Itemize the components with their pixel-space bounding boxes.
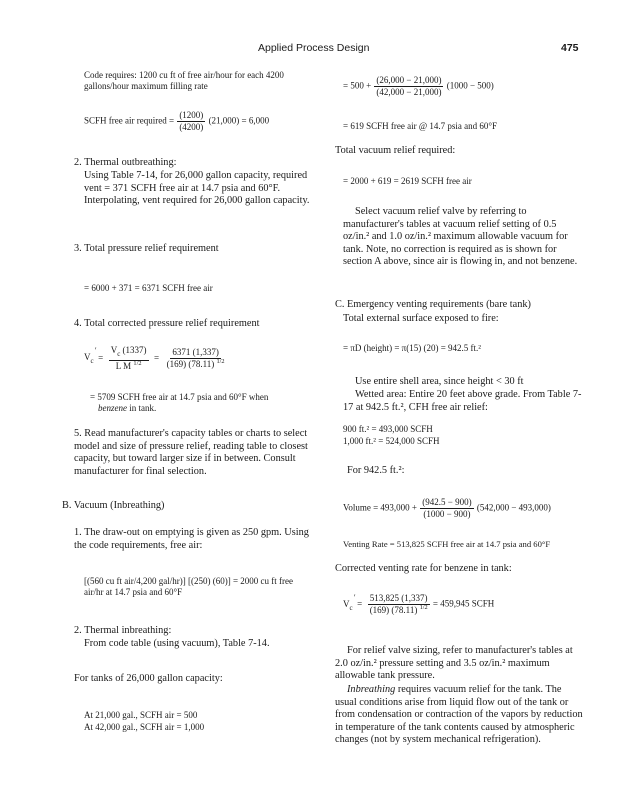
volume-fraction: $\frac{(942.5 - 900)}{(1000 - 900)}$ [422, 497, 472, 519]
vc-prime-2: $V_c$ ′ [343, 592, 356, 612]
scfh-equation [84, 110, 269, 133]
corrected-fraction: $\frac{513,825 (1,337)}{(169) (78.11) ^{1/2}}$ [369, 593, 428, 615]
vc-prime: $V_c$ ′ [84, 346, 97, 366]
c-wetted-area: Wetted area: Entire 20 feet above grade. From Table 7-17 at 942.5 ft.², CFH free air relief: [343, 389, 582, 413]
b-item-1: 1. The draw-out on emptying is given as 250 gpm. Using the code requirements, free air: [74, 527, 309, 551]
item-3-heading: 3. Total pressure relief requirement [74, 243, 219, 254]
relief-valve-paragraph: For relief valve sizing, refer to manufacturer's tables at 2.0 oz/in.² pressure setting and 3.5 oz/in.² maximum allowable tank pressure. [335, 645, 573, 681]
c-900: 900 ft.² = 493,000 SCFH [343, 424, 433, 434]
item-5: 5. Read manufacturer's capacity tables or charts to select model and size of pressure relief, reading table to closest capacity, but toward larger size if in between. Consult manufacturer for final selection. [74, 428, 308, 477]
corrected-equation: $V_c$ ′ = $\frac{513,825 (1,337)}{(169) (78.11) ^{1/2}}$ = 459,945 SCFH [343, 592, 495, 615]
interp-fraction: $\frac{(26,000 - 21,000)}{(42,000 - 21,000)}$ [376, 75, 442, 97]
b-for-tanks: For tanks of 26,000 gallon capacity: [74, 673, 223, 684]
inbreathing-paragraph: Inbreathing requires vacuum relief for the tank. The usual conditions arise from liquid flow out of the tank or from condensation or contraction of the vapors by reduction in temperature of the tank contents caused by atmospheric changes (not by system mechanical refrigeration). [335, 684, 583, 745]
result-619: = 619 SCFH free air @ 14.7 psia and 60°F [343, 121, 497, 131]
scfh-fraction [177, 110, 205, 133]
scfh-denominator: (4200) [179, 122, 204, 132]
c-use-shell: Use entire shell area, since height < 30 ft [355, 376, 524, 387]
item-4-result: = 5709 SCFH free air at 14.7 psia and 60°F when [90, 392, 269, 402]
eq4-fraction-1: $\frac{V_c (1337)}{L M ^{1/2}}$ [110, 345, 147, 371]
volume-equation: Volume = 493,000 + $\frac{(942.5 - 900)}{(1000 - 900)}$ (542,000 − 493,000) [343, 497, 551, 519]
item-4-result-cont: benzene in tank. [98, 403, 157, 413]
page-number: 475 [561, 42, 579, 54]
b-item-2-body: From code table (using vacuum), Table 7-14. [84, 638, 270, 649]
b-at-21000: At 21,000 gal., SCFH air = 500 [84, 710, 198, 720]
b-item-2-heading: 2. Thermal inbreathing: [74, 625, 172, 636]
item-3-result: = 6000 + 371 = 6371 SCFH free air [84, 283, 213, 293]
section-c-heading: C. Emergency venting requirements (bare tank) [335, 299, 531, 310]
scfh-label: SCFH free air required = [84, 115, 175, 126]
select-vacuum-paragraph: Select vacuum relief valve by referring to manufacturer's tables at vacuum relief setting of 0.5 oz/in.² and 1.0 oz/in.² maximum allowable vacuum for tank. Note, no correction is required as is shown for section A above, since air is flowing in, and not benzene. [343, 206, 578, 267]
total-vacuum-heading: Total vacuum relief required: [335, 145, 456, 156]
corrected-pressure-equation: $V_c$ ′ = $\frac{V_c (1337)}{L M ^{1/2}}$ = $\frac{6371 (1,337)}{(169) (78.11) ^{1/2}}$ [84, 345, 225, 371]
scfh-numerator: (1200) [179, 110, 204, 120]
item-2-heading: 2. Thermal outbreathing: [74, 157, 177, 168]
eq4-fraction-2: $\frac{6371 (1,337)}{(169) (78.11) ^{1/2}}$ [166, 346, 225, 369]
b-at-42000: At 42,000 gal., SCFH air = 1,000 [84, 722, 205, 732]
interpolation-equation: = 500 + $\frac{(26,000 - 21,000)}{(42,000 - 21,000)}$ (1000 − 500) [343, 75, 494, 97]
c-total-surface: Total external surface exposed to fire: [343, 313, 499, 324]
c-for-942: For 942.5 ft.²: [347, 465, 405, 476]
venting-rate: Venting Rate = 513,825 SCFH free air at 14.7 psia and 60°F [343, 539, 551, 549]
scfh-result: (21,000) = 6,000 [208, 115, 270, 126]
item-2-body: Using Table 7-14, for 26,000 gallon capacity, required vent = 371 SCFH free air at 14.7 psia and 60°F. Interpolating, vent required for 26,000 gallon capacity. [84, 170, 310, 206]
c-area-equation: = πD (height) = π(15) (20) = 942.5 ft.² [343, 343, 481, 353]
corrected-heading: Corrected venting rate for benzene in tank: [335, 563, 512, 574]
c-1000: 1,000 ft.² = 524,000 SCFH [343, 436, 440, 446]
b-item-1-calc: [(560 cu ft air/4,200 gal/hr)] [(250) (60)] = 2000 cu ft free air/hr at 14.7 psia and 60°F [84, 576, 293, 597]
code-requirement: Code requires: 1200 cu ft of free air/hour for each 4200 gallons/hour maximum filling rate [84, 70, 284, 91]
item-4-heading: 4. Total corrected pressure relief requirement [74, 318, 260, 329]
section-b-heading: B. Vacuum (Inbreathing) [62, 500, 165, 511]
total-vacuum-result: = 2000 + 619 = 2619 SCFH free air [343, 176, 472, 186]
running-header-title: Applied Process Design [258, 42, 370, 54]
